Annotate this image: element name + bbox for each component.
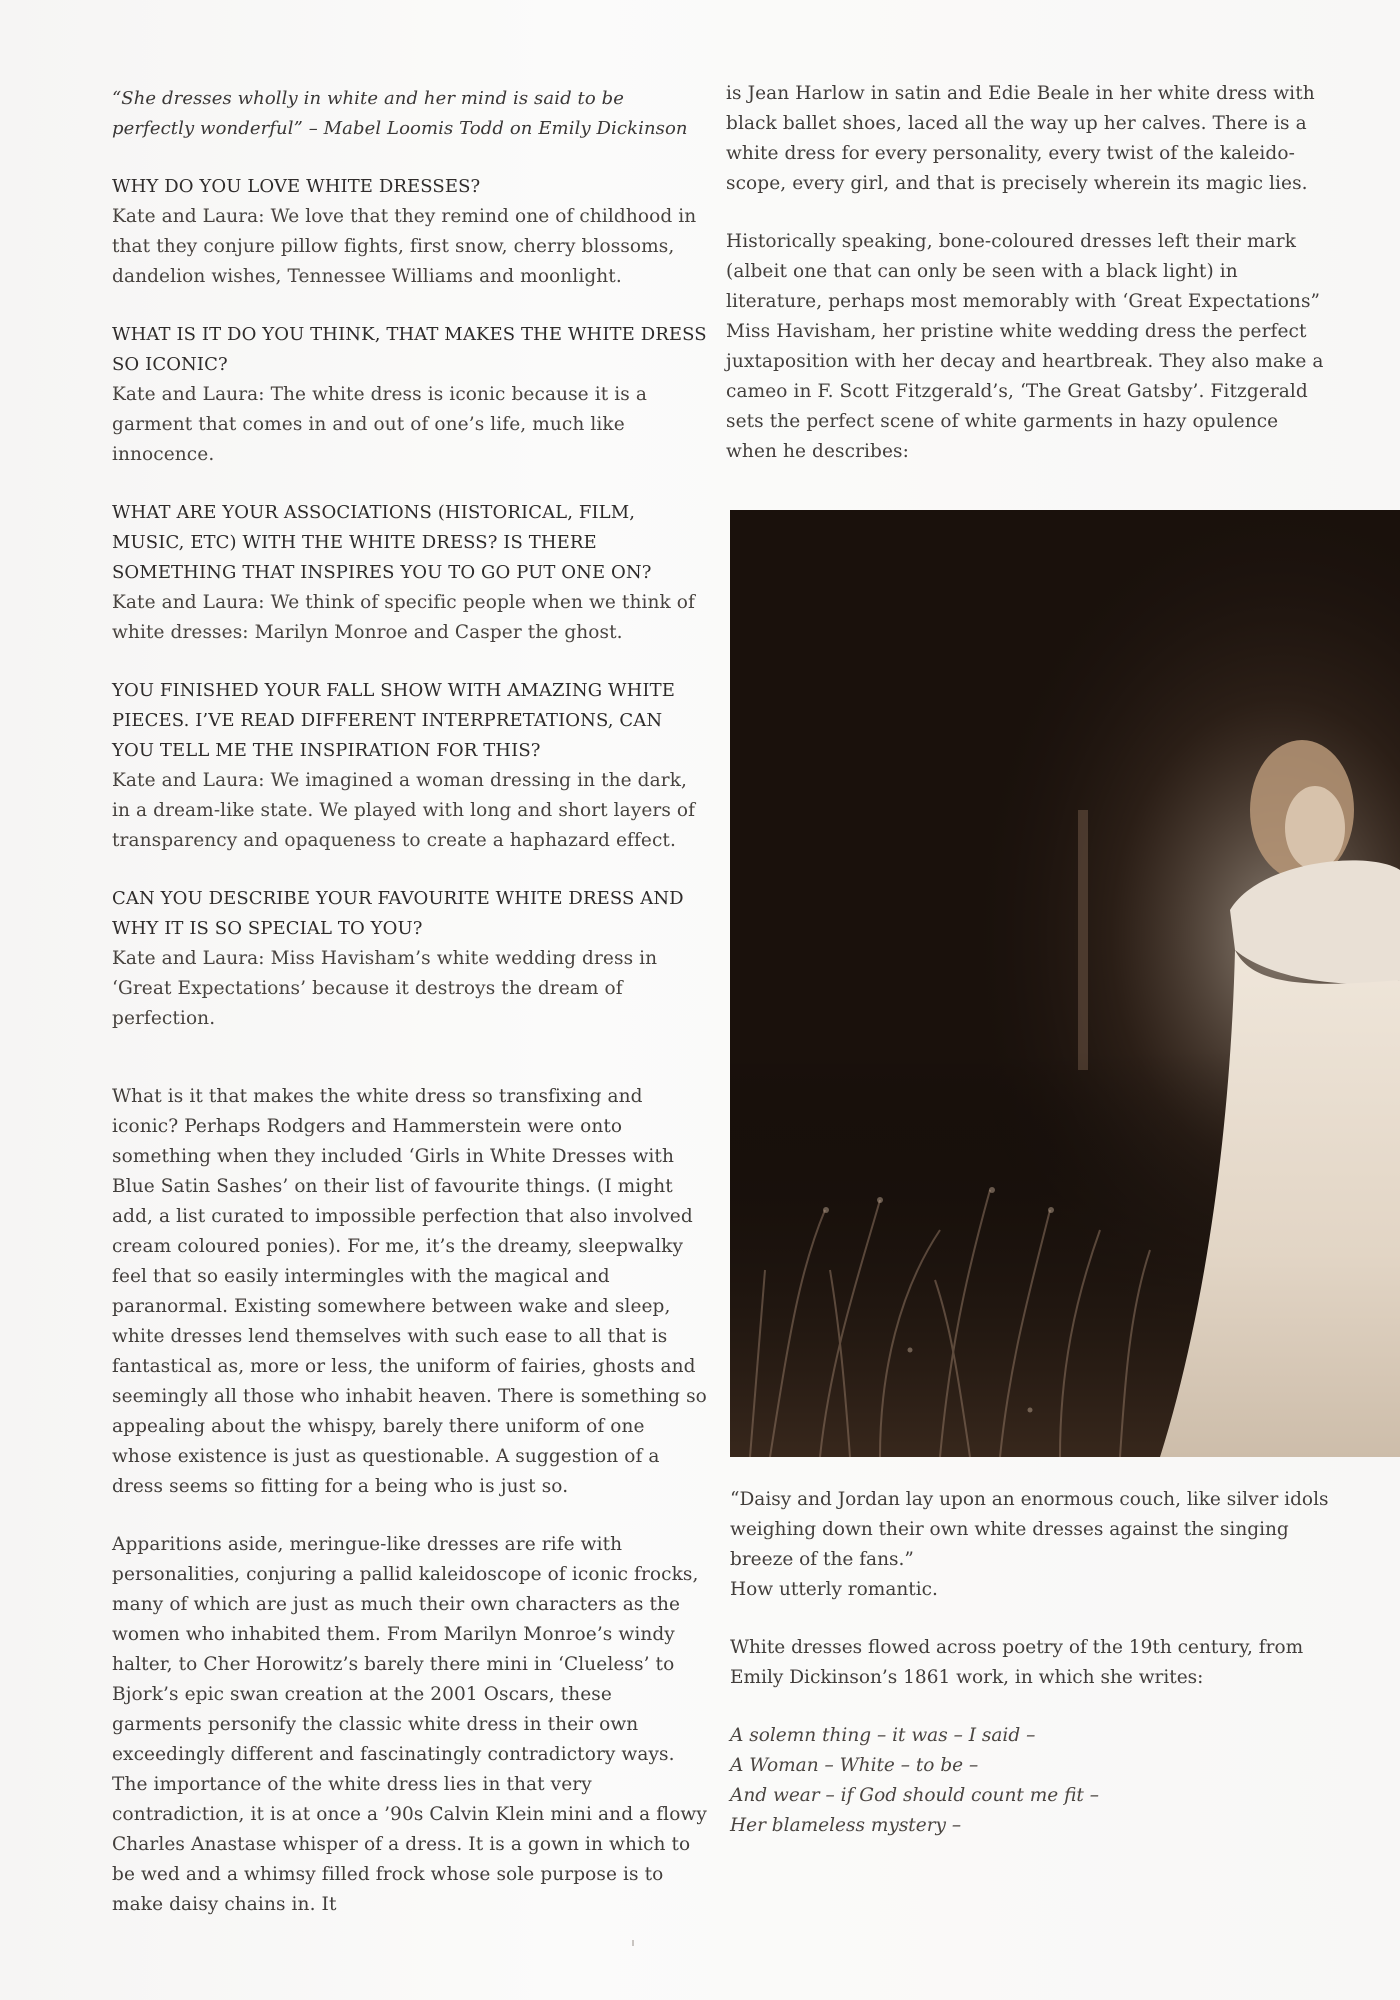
interview-question: WHY DO YOU LOVE WHITE DRESSES?	[112, 176, 481, 197]
poem-line: Her blameless mystery –	[730, 1815, 962, 1836]
poem-line: A solemn thing – it was – I said –	[730, 1725, 1036, 1746]
essay-paragraph: What is it that makes the white dress so transfixing and iconic? Perhaps Rodgers and Hammerstein were onto something when they included ‘Girls in White Dresses with Blue Satin Sashes’ on their list of favourite things. (I might add, a list curated to impossible perfection that also involved cream coloured ponies). For me, it’s the dreamy, sleepwalky feel that so easily intermingles with the magical and paranormal. Existing somewhere between wake and sleep, white dresses lend themselves with such ease to all that is fantastical as, more or less, the uniform of fairies, ghosts and seemingly all those who inhabit heaven. There is something so appealing about the whispy, barely there uniform of one whose existence is just as questionable. A suggestion of a dress seems so fitting for a being who is just so.	[112, 1086, 707, 1497]
poem-line: A Woman – White – to be –	[730, 1755, 979, 1776]
left-column	[112, 84, 707, 1920]
page-mark	[632, 1940, 634, 1946]
epigraph: “She dresses wholly in white and her mind is said to be perfectly wonderful” – Mabel Loomis Todd on Emily Dickinson	[112, 88, 688, 139]
interview-answer: Kate and Laura: The white dress is iconic because it is a garment that comes in and out of one’s life, much like innocence.	[112, 384, 647, 465]
quote-comment: How utterly romantic.	[730, 1579, 938, 1600]
night-field-photo-illustration	[730, 510, 1400, 1457]
interview-question: YOU FINISHED YOUR FALL SHOW WITH AMAZING WHITE PIECES. I’VE READ DIFFERENT INTERPRETATIONS, CAN YOU TELL ME THE INSPIRATION FOR THIS?	[112, 680, 675, 761]
editorial-photo	[730, 510, 1400, 1457]
dickinson-poem	[730, 1721, 1330, 1841]
interview-question: CAN YOU DESCRIBE YOUR FAVOURITE WHITE DRESS AND WHY IT IS SO SPECIAL TO YOU?	[112, 888, 684, 939]
interview-qa-5	[112, 884, 707, 1034]
interview-qa-2	[112, 320, 707, 470]
interview-qa-4	[112, 676, 707, 856]
poetry-intro: White dresses flowed across poetry of the 19th century, from Emily Dickinson’s 1861 work, in which she writes:	[730, 1637, 1304, 1688]
quote-and-poem-block	[730, 1485, 1330, 1841]
interview-qa-3	[112, 498, 707, 648]
interview-qa-1	[112, 172, 707, 292]
interview-answer: Kate and Laura: Miss Havisham’s white wedding dress in ‘Great Expectations’ because it destroys the dream of perfection.	[112, 948, 658, 1029]
interview-answer: Kate and Laura: We love that they remind one of childhood in that they conjure pillow fights, first snow, cherry blossoms, dandelion wishes, Tennessee Williams and moonlight.	[112, 206, 697, 287]
essay-paragraph: Historically speaking, bone-coloured dresses left their mark (albeit one that can only be seen with a black light) in literature, perhaps most memorably with ‘Great Expectations” Miss Havisham, her pristine white wedding dress the perfect juxtaposition with her decay and heartbreak. They also make a cameo in F. Scott Fitzgerald’s, ‘The Great Gatsby’. Fitzgerald sets the perfect scene of white garments in hazy opulence when he describes:	[726, 231, 1324, 462]
essay-paragraph: is Jean Harlow in satin and Edie Beale in her white dress with black ballet shoes, laced all the way up her calves. There is a white dress for every personality, every twist of the kaleido-scope, every girl, and that is precisely wherein its magic lies.	[726, 83, 1315, 194]
interview-question: WHAT IS IT DO YOU THINK, THAT MAKES THE WHITE DRESS SO ICONIC?	[112, 324, 707, 375]
interview-answer: Kate and Laura: We think of specific people when we think of white dresses: Marilyn Monroe and Casper the ghost.	[112, 592, 695, 643]
essay-paragraph: Apparitions aside, meringue-like dresses are rife with personalities, conjuring a pallid kaleidoscope of iconic frocks, many of which are just as much their own characters as the women who inhabited them. From Marilyn Monroe’s windy halter, to Cher Horowitz’s barely there mini in ‘Clueless’ to Bjork’s epic swan creation at the 2001 Oscars, these garments personify the classic white dress in their own exceedingly different and fascinatingly contradictory ways. The importance of the white dress lies in that very contradiction, it is at once a ’90s Calvin Klein mini and a flowy Charles Anastase whisper of a dress. It is a gown in which to be wed and a whimsy filled frock whose sole purpose is to make daisy chains in. It	[112, 1534, 707, 1915]
poem-line: And wear – if God should count me fit –	[730, 1785, 1099, 1806]
interview-answer: Kate and Laura: We imagined a woman dressing in the dark, in a dream-like state. We played with long and short layers of transparency and opaqueness to create a haphazard effect.	[112, 770, 696, 851]
interview-question: WHAT ARE YOUR ASSOCIATIONS (HISTORICAL, FILM, MUSIC, ETC) WITH THE WHITE DRESS? IS THERE SOMETHING THAT INSPIRES YOU TO GO PUT ONE ON?	[112, 502, 652, 583]
right-column	[726, 79, 1326, 467]
gatsby-quote: “Daisy and Jordan lay upon an enormous couch, like silver idols weighing down their own white dresses against the singing breeze of the fans.”	[730, 1489, 1329, 1570]
